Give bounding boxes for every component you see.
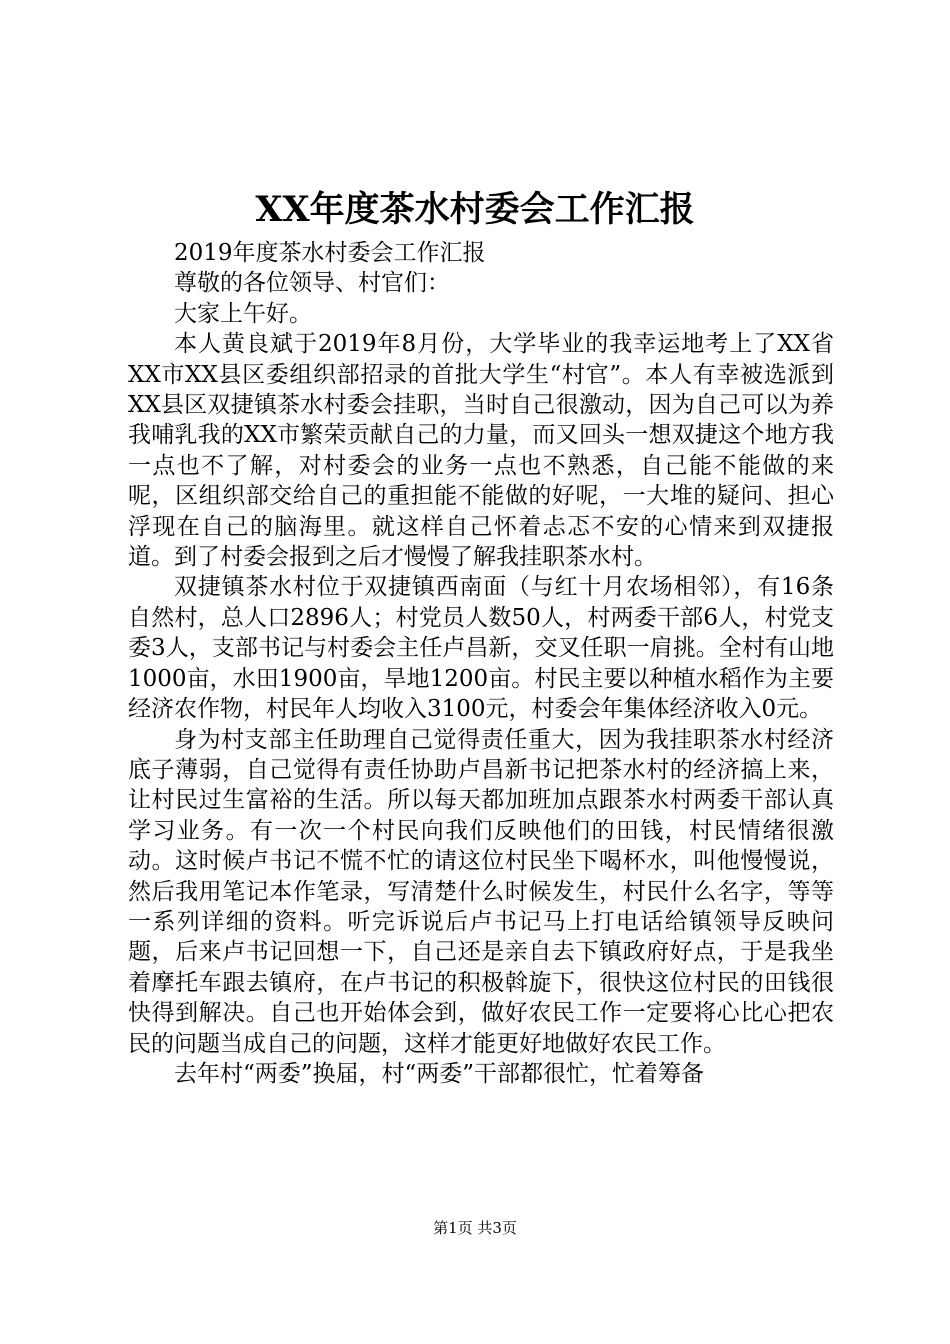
paragraph: 大家上午好。	[174, 300, 312, 327]
paragraph: 去年村“两委”换届，村“两委”干部都很忙，忙着筹备	[174, 1060, 705, 1087]
document-title: XX年度茶水村委会工作汇报	[255, 189, 695, 230]
document-body	[128, 238, 834, 1089]
paragraph: 双捷镇茶水村位于双捷镇西南面（与红十月农场相邻），有16条自然村，总人口2896人；村党员人数50人，村两委干部6人，村党支委3人，支部书记与村委会主任卢昌新，交叉任职一肩挑。全村有山地1000亩，水田1900亩，旱地1200亩。村民主要以种植水稻作为主要经济农作物，村民年人均收入3100元，村委会年集体经济收入0元。	[128, 574, 834, 723]
paragraph: 身为村支部主任助理自己觉得责任重大，因为我挂职茶水村经济底子薄弱，自己觉得有责任协助卢昌新书记把茶水村的经济搞上来，让村民过生富裕的生活。所以每天都加班加点跟茶水村两委干部认真学习业务。有一次一个村民向我们反映他们的田钱，村民情绪很激动。这时候卢书记不慌不忙的请这位村民坐下喝杯水，叫他慢慢说，然后我用笔记本作笔录，写清楚什么时候发生，村民什么名字，等等一系列详细的资料。听完诉说后卢书记马上打电话给镇领导反映问题，后来卢书记回想一下，自己还是亲自去下镇政府好点，于是我坐着摩托车跟去镇府，在卢书记的积极斡旋下，很快这位村民的田钱很快得到解决。自己也开始体会到，做好农民工作一定要将心比心把农民的问题当成自己的问题，这样才能更好地做好农民工作。	[128, 726, 834, 1057]
paragraph: 2019年度茶水村委会工作汇报	[174, 240, 486, 266]
paragraph: 尊敬的各位领导、村官们：	[174, 270, 450, 297]
page-footer: 第1页 共3页	[433, 1219, 517, 1237]
paragraph: 本人黄良斌于2019年8月份，大学毕业的我幸运地考上了XX省XX市XX县区委组织部招录的首批大学生“村官”。本人有幸被选派到XX县区双捷镇茶水村委会挂职，当时自己很激动，因为自己可以为养我哺乳我的XX市繁荣贡献自己的力量，而又回头一想双捷这个地方我一点也不了解，对村委会的业务一点也不熟悉，自己能不能做的来呢，区组织部交给自己的重担能不能做的好呢，一大堆的疑问、担心浮现在自己的脑海里。就这样自己怀着忐忑不安的心情来到双捷报道。到了村委会报到之后才慢慢了解我挂职茶水村。	[128, 331, 834, 571]
